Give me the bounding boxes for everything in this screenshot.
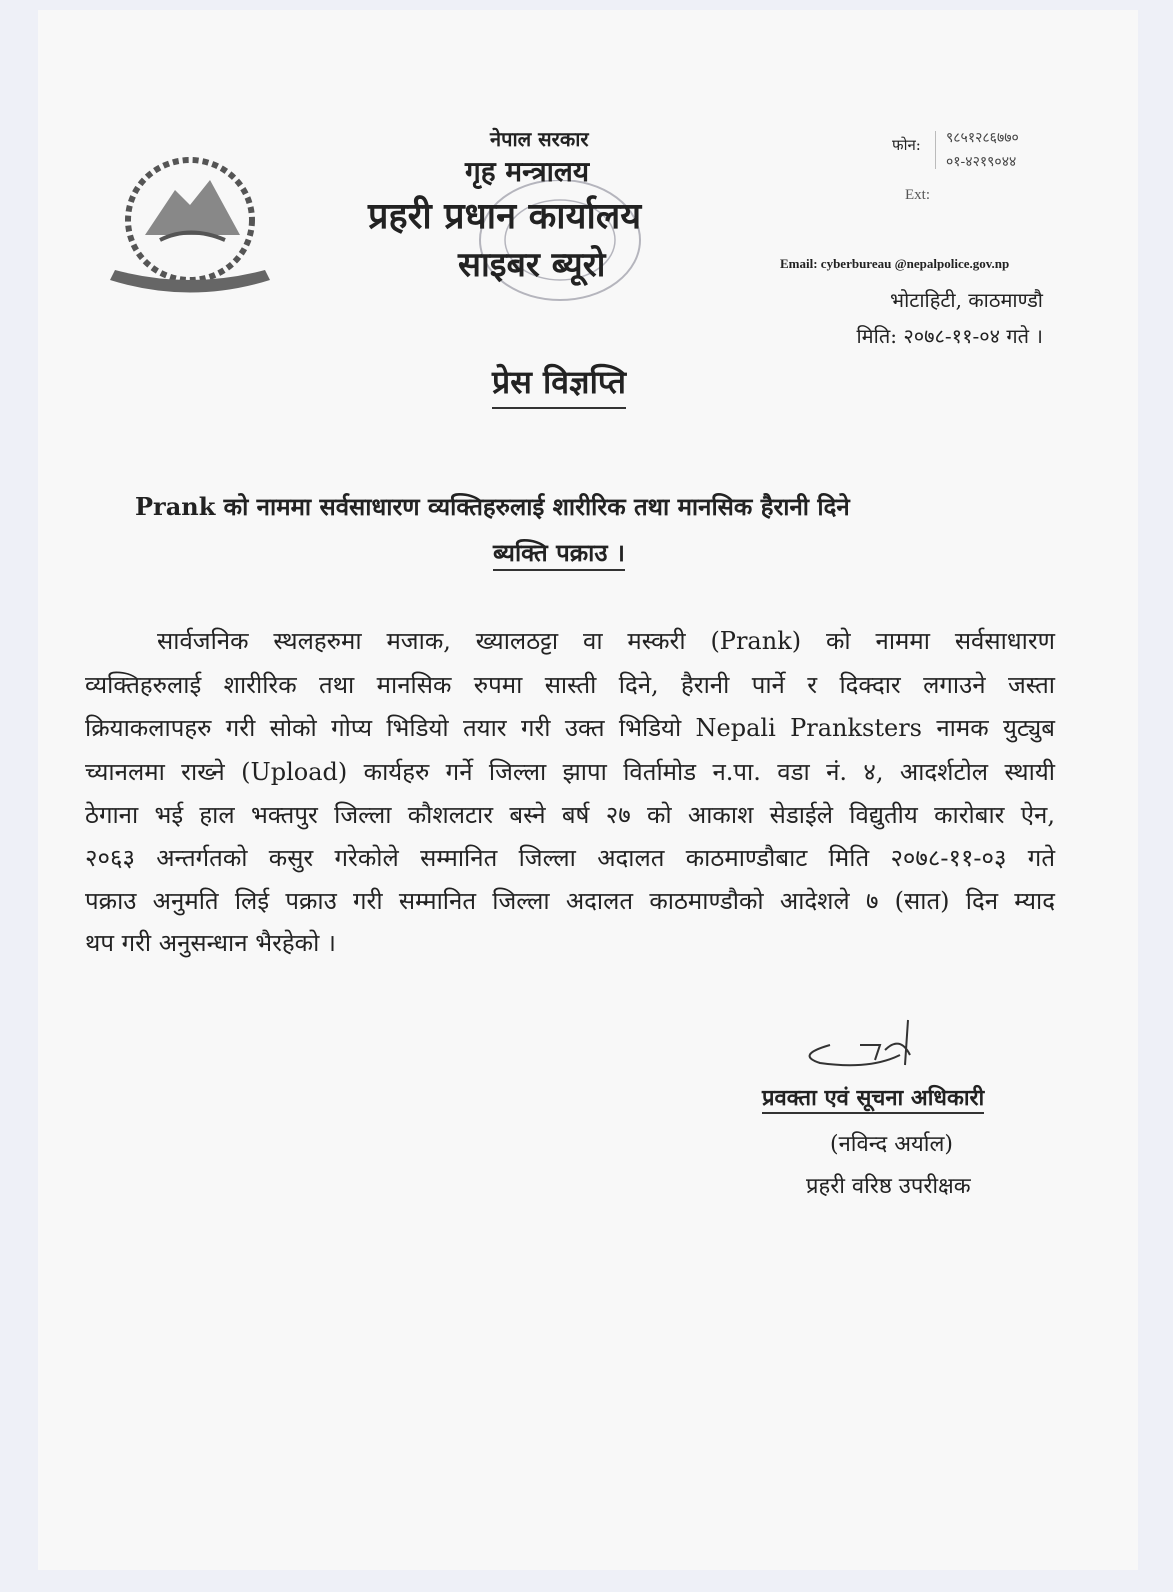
bureau-name: साइबर ब्यूरो [458, 245, 606, 285]
body-line: क्रियाकलापहरु गरी सोको गोप्य भिडियो तयार गरी उक्त भिडियो Nepali Pranksters नामक युट्युब [85, 714, 1055, 742]
office-name: प्रहरी प्रधान कार्यालय [368, 195, 642, 237]
signatory-rank: प्रहरी वरिष्ठ उपरीक्षक [806, 1174, 971, 1199]
body-line: च्यानलमा राख्ने (Upload) कार्यहरु गर्ने जिल्ला झापा विर्तामोड न.पा. वडा नं. ४, आदर्शटोल स्थायी [85, 758, 1055, 786]
ministry-name: गृह मन्त्रालय [465, 155, 590, 188]
email-address: Email: cyberbureau @nepalpolice.gov.np [780, 256, 1010, 271]
body-line: पक्राउ अनुमति लिई पक्राउ गरी सम्मानित जिल्ला अदालत काठमाण्डौको आदेशले ७ (सात) दिन म्याद [85, 887, 1055, 915]
body-line: थप गरी अनुसन्धान भैरहेको । [85, 929, 337, 957]
document-title: प्रेस विज्ञप्ति [492, 360, 626, 409]
phone-number-2: ०१-४२१९०४४ [946, 154, 1017, 170]
ext-label: Ext: [905, 187, 930, 203]
phone-label: फोन: [892, 136, 921, 154]
government-name: नेपाल सरकार [490, 127, 589, 151]
body-line: सार्वजनिक स्थलहरुमा मजाक, ख्यालठट्टा वा मस्करी (Prank) को नाममा सर्वसाधारण [157, 627, 1055, 655]
subject-line-2: ब्यक्ति पक्राउ । [493, 536, 625, 571]
subject-line-1: Prank को नाममा सर्वसाधारण व्यक्तिहरुलाई शारीरिक तथा मानसिक हैरानी दिने [135, 492, 850, 521]
handwritten-signature [790, 1015, 930, 1075]
body-line: ठेगाना भई हाल भक्तपुर जिल्ला कौशलटार बस्ने बर्ष २७ को आकाश सेडाईले विद्युतीय कारोबार ऐन, [85, 801, 1055, 829]
office-address: भोटाहिटी, काठमाण्डौ [890, 288, 1043, 312]
phone-number-1: ९८५१२८६७७० [946, 130, 1019, 146]
phone-brace [935, 131, 942, 169]
body-line: व्यक्तिहरुलाई शारीरिक तथा मानसिक रुपमा सास्ती दिने, हैरानी पार्ने र दिक्दार लगाउने जस्ता [85, 671, 1055, 699]
signatory-name: (नविन्द अर्याल) [830, 1132, 953, 1157]
nepal-emblem-logo [100, 145, 280, 300]
body-line: २०६३ अन्तर्गतको कसुर गरेकोले सम्मानित जिल्ला अदालत काठमाण्डौबाट मिति २०७८-११-०३ गते [85, 844, 1055, 872]
issue-date: मिति: २०७८-११-०४ गते । [856, 324, 1043, 348]
signatory-designation: प्रवक्ता एवं सूचना अधिकारी [762, 1082, 984, 1114]
